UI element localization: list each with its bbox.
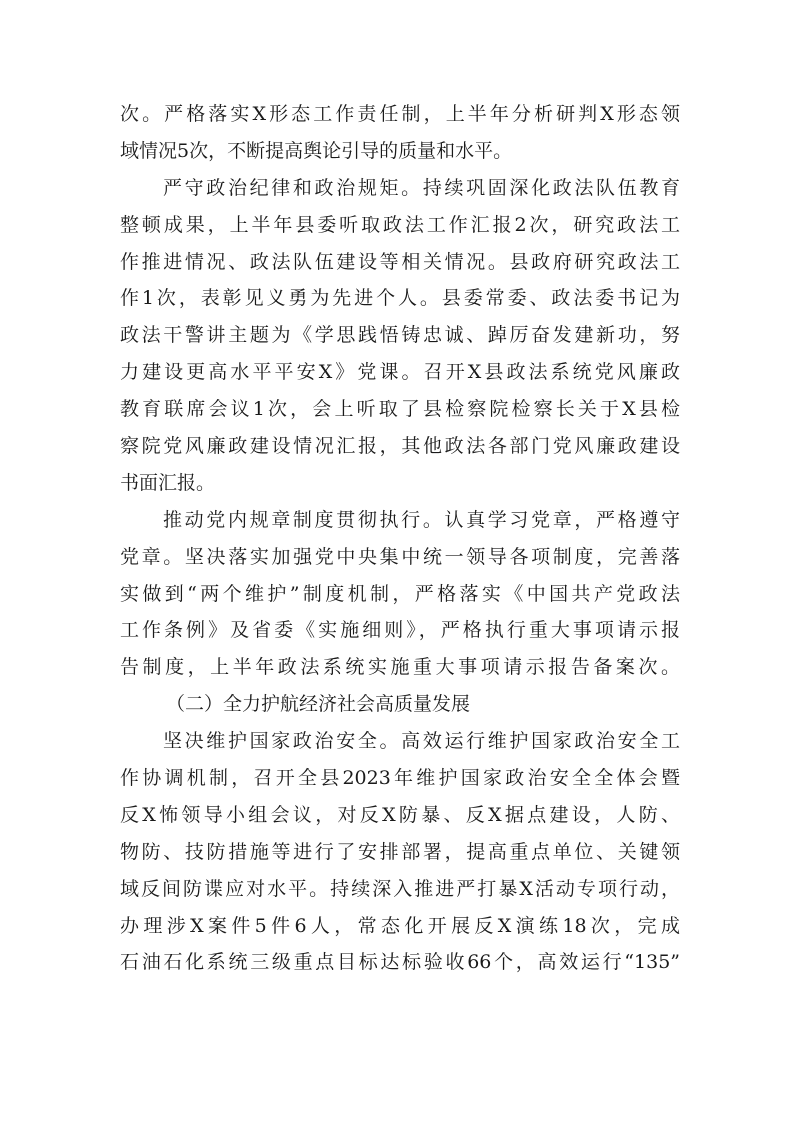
text-line: 反X怖领导小组会议，对反X防暴、反X据点建设，人防、 — [120, 803, 680, 826]
document-page — [120, 96, 680, 981]
text-line: 告制度，上半年政法系统实施重大事项请示报告备案次。 — [120, 656, 680, 679]
paragraph-first-line: 推动党内规章制度贯彻执行。认真学习党章，严格遵守 — [163, 508, 680, 531]
text-line: 次。严格落实X形态工作责任制，上半年分析研判X形态领 — [120, 103, 680, 125]
text-line: 党章。坚决落实加强党中央集中统一领导各项制度，完善落 — [120, 545, 680, 568]
text-line: 教育联席会议1次，会上听取了县检察院检察长关于X县检 — [120, 398, 680, 421]
section-subheading: （二）全力护航经济社会高质量发展 — [166, 693, 471, 716]
text-line: 书面汇报。 — [120, 471, 216, 494]
paragraph-first-line: 严守政治纪律和政治规矩。持续巩固深化政法队伍教育 — [163, 176, 680, 199]
text-line: 工作条例》及省委《实施细则》，严格执行重大事项请示报 — [120, 619, 680, 642]
text-line: 石油石化系统三级重点目标达标验收66个，高效运行“135” — [120, 951, 680, 974]
text-line: 域反间防谍应对水平。持续深入推进严打暴X活动专项行动， — [120, 877, 680, 900]
text-line: 实做到“两个维护”制度机制，严格落实《中国共产党政法 — [120, 582, 680, 605]
paragraph-first-line: 坚决维护国家政治安全。高效运行维护国家政治安全工 — [163, 730, 680, 753]
text-line: 办理涉X案件5件6人，常态化开展反X演练18次，完成 — [120, 914, 680, 937]
text-line: 作协调机制，召开全县2023年维护国家政治安全全体会暨 — [120, 767, 680, 790]
text-line: 物防、技防措施等进行了安排部署，提高重点单位、关键领 — [120, 840, 680, 863]
text-line: 政法干警讲主题为《学思践悟铸忠诚、踔厉奋发建新功，努 — [120, 324, 680, 347]
text-line: 力建设更高水平平安X》党课。召开X县政法系统党风廉政 — [120, 361, 680, 384]
text-line: 整顿成果，上半年县委听取政法工作汇报2次，研究政法工 — [120, 213, 680, 236]
text-line: 察院党风廉政建设情况汇报，其他政法各部门党风廉政建设 — [120, 435, 680, 458]
text-line: 作1次，表彰见义勇为先进个人。县委常委、政法委书记为 — [120, 287, 680, 310]
text-line: 作推进情况、政法队伍建设等相关情况。县政府研究政法工 — [120, 250, 680, 273]
text-line: 域情况5次，不断提高舆论引导的质量和水平。 — [120, 139, 513, 162]
